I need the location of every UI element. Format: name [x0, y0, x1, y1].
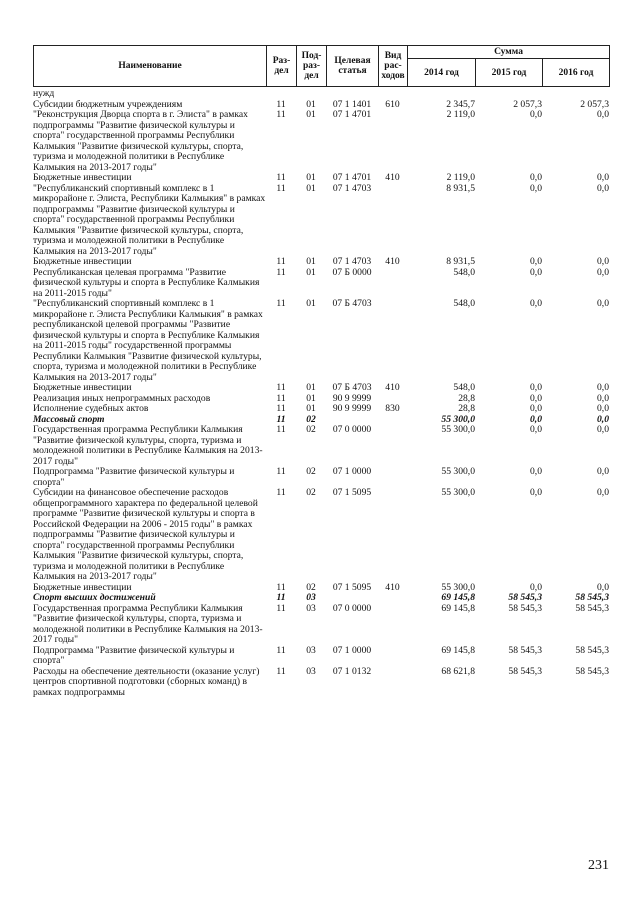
cell-y2016: 0,0 — [597, 466, 609, 477]
cell-vr: 410 — [385, 382, 400, 393]
cell-y2015: 0,0 — [530, 266, 542, 278]
cell-y2014: 55 300,0 — [441, 487, 475, 498]
cell-pr: 01 — [306, 172, 316, 183]
cell-name: Подпрограмма "Развитие физической культуры и спорта" — [33, 466, 235, 488]
cell-y2015 — [475, 89, 542, 100]
cell-y2016: 58 545,3 — [575, 665, 609, 677]
table-row — [33, 604, 609, 646]
cell-y2014: 55 300,0 — [441, 581, 475, 593]
cell-rz: 11 — [276, 182, 286, 194]
cell-vr — [378, 467, 407, 488]
cell-cs: 07 1 4703 — [332, 182, 372, 194]
cell-rz: 11 — [276, 602, 286, 614]
cell-y2016: 58 545,3 — [575, 592, 609, 603]
cell-y2014: 8 931,5 — [446, 182, 475, 194]
cell-y2014: 55 300,0 — [441, 466, 475, 477]
header-summa: Сумма — [408, 46, 610, 59]
cell-rz: 11 — [276, 172, 286, 183]
cell-pr: 01 — [306, 109, 316, 120]
cell-vr — [378, 667, 407, 699]
cell-pr: 01 — [306, 382, 316, 393]
cell-y2015: 0,0 — [530, 382, 542, 393]
cell-y2014: 55 300,0 — [441, 413, 475, 425]
cell-rz: 11 — [276, 466, 286, 477]
cell-cs — [326, 89, 378, 100]
cell-y2016 — [542, 89, 609, 100]
cell-y2014: 548,0 — [453, 298, 475, 309]
cell-name: Спорт высших достижений — [33, 592, 156, 603]
cell-cs: 07 1 0000 — [332, 466, 372, 477]
header-year-2014: 2014 год — [408, 59, 476, 87]
cell-name: Субсидии на финансовое обеспечение расходов общепрограммного характера по федеральной целевой программе "Развитие физической культуры и спорта в Российской Федерации на 2006 - 2015 годы" в рамках подпрограммы "Развитие физической культуры и спорта" государственной программы Республики Калмыкия "Развитие физической культуры, спорта, туризма и молодежной политики в Республике Калмыкия на 2013-2017 годы" — [33, 487, 258, 582]
cell-rz: 11 — [276, 581, 286, 593]
cell-pr: 02 — [306, 487, 316, 498]
cell-rz: 11 — [276, 665, 286, 677]
cell-vr — [378, 415, 407, 426]
table-row — [33, 488, 609, 583]
cell-rz: 11 — [276, 413, 286, 425]
cell-cs: 07 Б 0000 — [332, 266, 372, 278]
cell-y2016: 0,0 — [597, 403, 609, 414]
cell-pr: 03 — [306, 644, 316, 656]
cell-vr: 410 — [385, 172, 400, 183]
cell-y2015: 58 545,3 — [508, 602, 542, 614]
budget-table — [33, 89, 609, 698]
cell-name: "Реконструкция Дворца спорта в г. Элиста" в рамках подпрограммы "Развитие физической культуры и спорта" государственной программы Республики Калмыкия "Развитие физической культуры, спорта, туризма и молодежной политики в Республике Калмыкия на 2013-2017 годы" — [33, 109, 248, 173]
header-year-2016: 2016 год — [543, 59, 610, 87]
cell-rz: 11 — [276, 266, 286, 278]
cell-cs: 07 1 0000 — [332, 644, 372, 656]
cell-vr: 830 — [385, 403, 400, 414]
cell-cs: 07 1 4703 — [332, 256, 372, 267]
cell-y2015: 58 545,3 — [508, 644, 542, 656]
cell-y2015: 0,0 — [530, 403, 542, 414]
cell-pr: 01 — [306, 298, 316, 309]
cell-vr — [378, 299, 407, 383]
cell-y2016: 0,0 — [597, 256, 609, 267]
cell-pr: 03 — [306, 592, 316, 603]
cell-y2016: 0,0 — [597, 298, 609, 309]
cell-y2016: 0,0 — [597, 109, 609, 120]
cell-vr: 610 — [385, 98, 400, 110]
cell-rz: 11 — [276, 644, 286, 656]
cell-pr: 02 — [306, 424, 316, 435]
cell-rz: 11 — [276, 98, 286, 110]
cell-name: "Республиканский спортивный комплекс в 1 микрорайоне г. Элиста Республики Калмыкия" в рамках республиканской целевой программы "Развитие физической культуры и спорта в Республике Калмыкия на 2011-2015 годы" государственной программы Республики Калмыкия "Развитие физической культуры, спорта, туризма и молодежной политики в Республике Калмыкия на 2013-2017 годы" — [33, 298, 263, 383]
cell-cs: 07 0 0000 — [332, 602, 372, 614]
cell-y2016: 0,0 — [597, 581, 609, 593]
table-row — [33, 257, 609, 268]
header-expense-type: Вид рас- ходов — [379, 46, 408, 87]
cell-cs: 07 1 0132 — [332, 665, 372, 677]
cell-name: Бюджетные инвестиции — [33, 382, 132, 393]
cell-pr — [296, 89, 326, 100]
cell-name: Бюджетные инвестиции — [33, 172, 132, 183]
cell-rz: 11 — [276, 392, 286, 404]
cell-name: Государственная программа Республики Калмыкия "Развитие физической культуры, спорта, туризма и молодежной политики в Республике Калмыкия на 2013-2017 годы" — [33, 602, 263, 645]
cell-pr: 03 — [306, 602, 316, 614]
cell-y2014: 8 931,5 — [446, 256, 475, 267]
cell-pr: 03 — [306, 665, 316, 677]
cell-cs: 90 9 9999 — [332, 392, 372, 404]
cell-name: Государственная программа Республики Калмыкия "Развитие физической культуры, спорта, туризма и молодежной политики в Республике Калмыкия на 2013-2017 годы" — [33, 424, 263, 467]
cell-y2016: 0,0 — [597, 266, 609, 278]
page-number: 231 — [588, 858, 609, 873]
table-row — [33, 299, 609, 383]
cell-name: Массовый спорт — [33, 413, 105, 425]
cell-cs: 07 1 4701 — [332, 109, 372, 120]
cell-rz: 11 — [276, 256, 286, 267]
table-row — [33, 89, 609, 100]
cell-vr — [378, 110, 407, 173]
cell-rz: 11 — [276, 592, 286, 603]
cell-y2014: 28,8 — [458, 403, 475, 414]
header-razdel: Раз- дел — [267, 46, 297, 87]
cell-y2014: 69 145,8 — [441, 592, 475, 603]
table-row — [33, 425, 609, 467]
cell-y2014: 69 145,8 — [441, 644, 475, 656]
table-row — [33, 268, 609, 300]
cell-y2014: 68 621,8 — [441, 665, 475, 677]
cell-y2016: 0,0 — [597, 182, 609, 194]
cell-pr: 02 — [306, 413, 316, 425]
cell-rz: 11 — [276, 382, 286, 393]
cell-rz: 11 — [276, 298, 286, 309]
cell-y2014 — [407, 89, 475, 100]
table-row — [33, 184, 609, 258]
cell-name: Реализация иных непрограммных расходов — [33, 392, 211, 404]
cell-cs: 07 1 4701 — [332, 172, 372, 183]
cell-y2015: 0,0 — [530, 424, 542, 435]
cell-cs: 07 Б 4703 — [332, 298, 372, 309]
cell-pr: 01 — [306, 266, 316, 278]
cell-cs: 07 0 0000 — [332, 424, 372, 435]
cell-y2015: 0,0 — [530, 256, 542, 267]
cell-name: Расходы на обеспечение деятельности (оказание услуг) центров спортивной подготовки (сборных команд) в рамках подпрограммы — [33, 665, 260, 698]
table-row — [33, 467, 609, 488]
cell-pr: 01 — [306, 256, 316, 267]
cell-cs: 07 Б 4703 — [332, 382, 372, 393]
cell-y2015: 2 057,3 — [513, 98, 542, 110]
cell-cs — [326, 593, 378, 604]
table-header — [33, 45, 610, 87]
cell-y2014: 28,8 — [458, 392, 475, 404]
table-row — [33, 404, 609, 415]
cell-y2016: 2 057,3 — [580, 98, 609, 110]
cell-rz: 11 — [276, 487, 286, 498]
header-year-2015: 2015 год — [476, 59, 543, 87]
table-row — [33, 646, 609, 667]
cell-pr: 01 — [306, 182, 316, 194]
cell-y2015: 0,0 — [530, 487, 542, 498]
cell-name: Подпрограмма "Развитие физической культуры и спорта" — [33, 644, 235, 666]
cell-cs: 07 1 1401 — [332, 98, 372, 110]
cell-name: Бюджетные инвестиции — [33, 581, 132, 593]
cell-pr: 01 — [306, 98, 316, 110]
cell-vr — [378, 89, 407, 100]
cell-pr: 01 — [306, 392, 316, 404]
cell-rz: 11 — [276, 109, 286, 120]
cell-y2016: 0,0 — [597, 424, 609, 435]
cell-name: Исполнение судебных актов — [33, 403, 149, 414]
cell-name: нужд — [33, 88, 55, 99]
cell-rz — [266, 89, 296, 100]
cell-y2014: 69 145,8 — [441, 602, 475, 614]
cell-pr: 01 — [306, 403, 316, 414]
cell-name: "Республиканский спортивный комплекс в 1 микрорайоне г. Элиста, Республики Калмыкия" в рамках подпрограммы "Развитие физической культуры и спорта" государственной программы Республики Калмыкия "Развитие физической культуры, спорта, туризма и молодежной политики в Республике Калмыкия на 2013-2017 годы" — [33, 182, 266, 257]
table-row — [33, 593, 609, 604]
cell-rz: 11 — [276, 424, 286, 435]
cell-name: Бюджетные инвестиции — [33, 256, 132, 267]
cell-vr: 410 — [385, 581, 400, 593]
table-row — [33, 667, 609, 699]
table-row — [33, 110, 609, 173]
cell-vr — [378, 488, 407, 583]
cell-cs: 90 9 9999 — [332, 403, 372, 414]
cell-y2015: 0,0 — [530, 172, 542, 183]
cell-y2016: 58 545,3 — [575, 602, 609, 614]
cell-y2016: 0,0 — [597, 172, 609, 183]
cell-y2016: 0,0 — [597, 487, 609, 498]
cell-vr — [378, 593, 407, 604]
cell-y2015: 0,0 — [530, 109, 542, 120]
header-target-article: Целевая статья — [327, 46, 379, 87]
cell-vr — [378, 184, 407, 258]
cell-name: Республиканская целевая программа "Развитие физической культуры и спорта в Республике Калмыкия на 2011-2015 годы" — [33, 266, 260, 299]
cell-y2015: 0,0 — [530, 466, 542, 477]
cell-pr: 02 — [306, 581, 316, 593]
cell-y2014: 2 119,0 — [446, 172, 475, 183]
cell-y2015: 0,0 — [530, 182, 542, 194]
cell-vr — [378, 268, 407, 300]
cell-y2016: 0,0 — [597, 382, 609, 393]
cell-y2015: 0,0 — [530, 581, 542, 593]
cell-cs: 07 1 5095 — [332, 487, 372, 498]
cell-y2015: 0,0 — [530, 413, 542, 425]
table-row — [33, 173, 609, 184]
cell-y2014: 548,0 — [453, 382, 475, 393]
cell-y2015: 58 545,3 — [508, 665, 542, 677]
cell-y2014: 55 300,0 — [441, 424, 475, 435]
header-podrazdel: Под- раз- дел — [297, 46, 327, 87]
cell-pr: 02 — [306, 466, 316, 477]
cell-y2016: 0,0 — [597, 413, 609, 425]
cell-y2015: 58 545,3 — [508, 592, 542, 603]
table-row — [33, 383, 609, 394]
cell-rz: 11 — [276, 403, 286, 414]
cell-y2016: 58 545,3 — [575, 644, 609, 656]
header-name: Наименование — [34, 46, 267, 87]
cell-y2016: 0,0 — [597, 392, 609, 404]
cell-y2015: 0,0 — [530, 392, 542, 404]
cell-y2014: 2 345,7 — [446, 98, 475, 110]
cell-y2014: 2 119,0 — [446, 109, 475, 120]
cell-y2015: 0,0 — [530, 298, 542, 309]
cell-vr — [378, 646, 407, 667]
cell-y2014: 548,0 — [453, 266, 475, 278]
cell-vr — [378, 604, 407, 646]
cell-vr — [378, 425, 407, 467]
cell-name: Субсидии бюджетным учреждениям — [33, 98, 183, 110]
cell-cs: 07 1 5095 — [332, 581, 372, 593]
cell-vr: 410 — [385, 256, 400, 267]
